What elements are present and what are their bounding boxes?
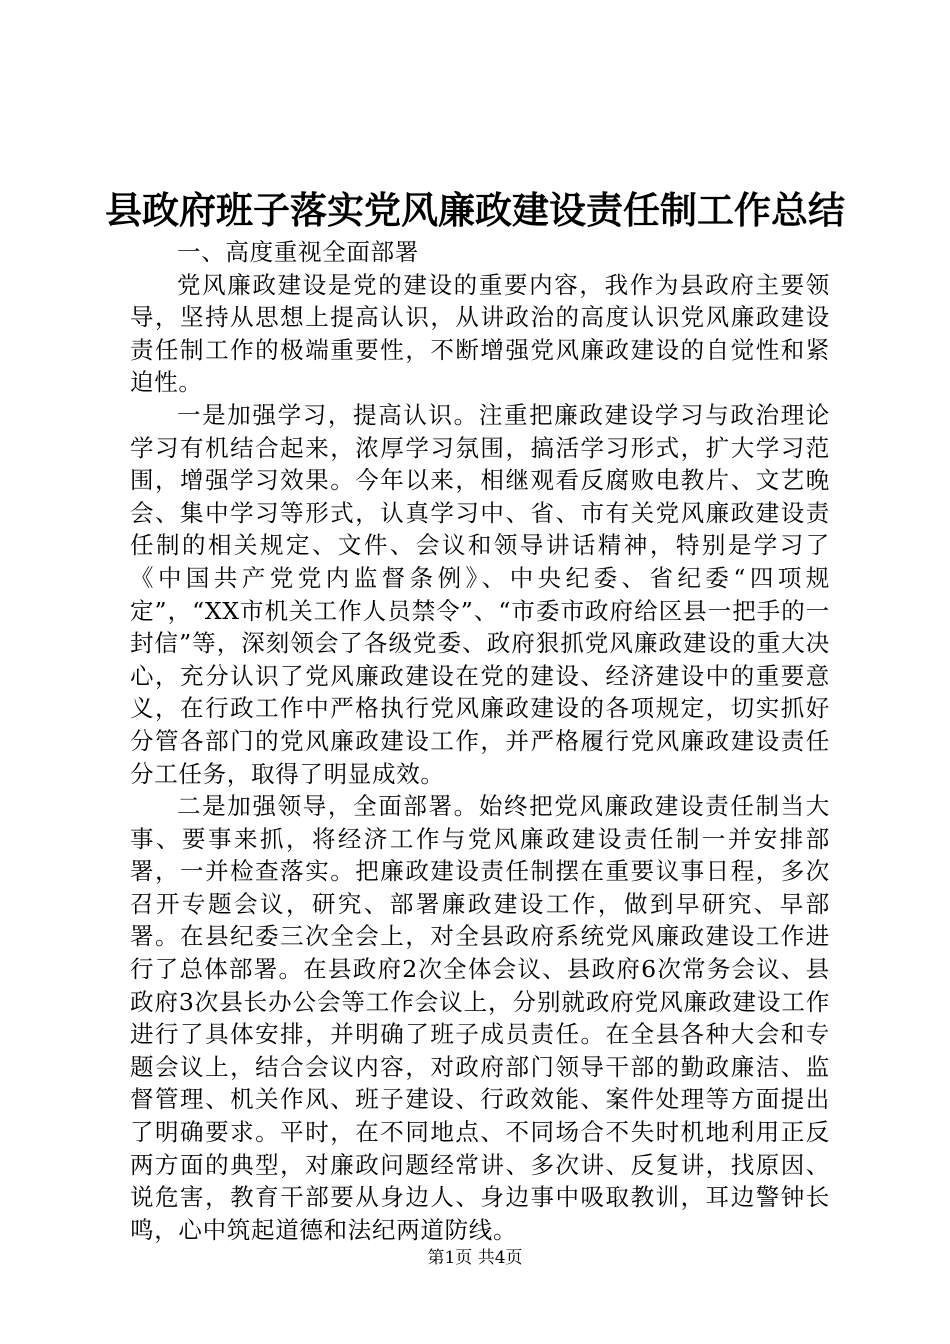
page-number-footer: 第1页 共4页 [427,1248,523,1268]
section-heading: 一、高度重视全面部署 [177,238,419,266]
body-paragraph: 二是加强领导，全面部署。始终把党风廉政建设责任制当大事、要事来抓，将经济工作与党风廉政建设责任制一并安排部署，一并检查落实。把廉政建设责任制摆在重要议事日程，多次召开专题会议，研究、部署廉政建设工作，做到早研究、早部署。在县纪委三次全会上，对全县政府系统党风廉政建设工作进行了总体部署。在县政府2次全体会议、县政府6次常务会议、县政府3次县长办公会等工作会议上，分别就政府党风廉政建设工作进行了具体安排，并明确了班子成员责任。在全县各种大会和专题会议上，结合会议内容，对政府部门领导干部的勤政廉洁、监督管理、机关作风、班子建设、行政效能、案件处理等方面提出了明确要求。平时，在不同地点、不同场合不失时机地利用正反两方面的典型，对廉政问题经常讲、多次讲、反复讲，找原因、说危害，教育干部要从身边人、身边事中吸取教训，耳边警钟长鸣，心中筑起道德和法纪两道防线。 [130,792,830,1244]
document-body [130,236,830,1246]
body-paragraph: 党风廉政建设是党的建设的重要内容，我作为县政府主要领导，坚持从思想上提高认识，从讲政治的高度认识党风廉政建设责任制工作的极端重要性，不断增强党风廉政建设的自觉性和紧迫性。 [130,270,830,397]
body-paragraph: 一是加强学习，提高认识。注重把廉政建设学习与政治理论学习有机结合起来，浓厚学习氛围，搞活学习形式，扩大学习范围，增强学习效果。今年以来，相继观看反腐败电教片、文艺晚会、集中学习等形式，认真学习中、省、市有关党风廉政建设责任制的相关规定、文件、会议和领导讲话精神，特别是学习了《中国共产党党内监督条例》、中央纪委、省纪委“四项规定”，“XX市机关工作人员禁令”、“市委市政府给区县一把手的一封信”等，深刻领会了各级党委、政府狠抓党风廉政建设的重大决心，充分认识了党风廉政建设在党的建设、经济建设中的重要意义，在行政工作中严格执行党风廉政建设的各项规定，切实抓好分管各部门的党风廉政建设工作，并严格履行党风廉政建设责任分工任务，取得了明显成效。 [130,400,830,788]
document-title: 县政府班子落实党风廉政建设责任制工作总结 [105,188,845,232]
